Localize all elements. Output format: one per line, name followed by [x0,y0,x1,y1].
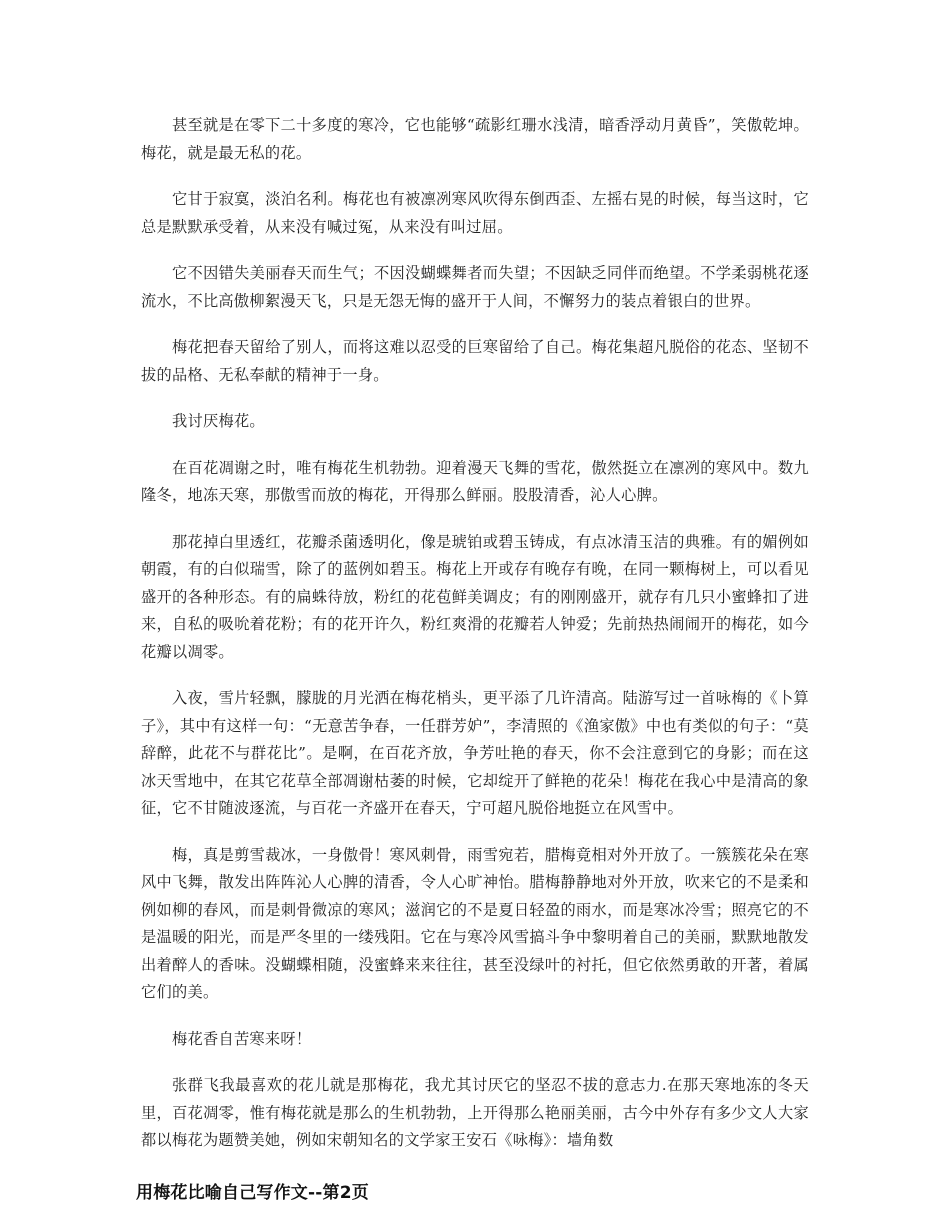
paragraph-2: 它甘于寂寞，淡泊名利。梅花也有被凛冽寒风吹得东倒西歪、左摇右晃的时候，每当这时，它总是默默承受着，从来没有喊过冤，从来没有叫过屈。 [141,190,809,236]
paragraph-10: 梅花香自苦寒来呀！ [172,1029,312,1048]
paragraph-3: 它不因错失美丽春天而生气；不因没蝴蝶舞者而失望；不因缺乏同伴而绝望。不学柔弱桃花逐流水，不比高傲柳絮漫天飞，只是无怨无悔的盛开于人间，不懈努力的装点着银白的世界。 [141,264,809,310]
paragraph-8: 入夜，雪片轻飘，朦胧的月光洒在梅花梢头，更平添了几许清高。陆游写过一首咏梅的《卜算子》，其中有这样一句：“无意苦争春，一任群芳妒”，李清照的《渔家傲》中也有类似的句子：“莫辞醉，此花不与群花比”。是啊，在百花齐放，争芳吐艳的春天，你不会注意到它的身影；而在这冰天雪地中，在其它花草全部凋谢枯萎的时候，它却绽开了鲜艳的花朵！梅花在我心中是清高的象征，它不甘随波逐流，与百花一齐盛开在春天，宁可超凡脱俗地挺立在风雪中。 [141,689,809,817]
document-body [141,112,809,1174]
paragraph-11: 张群飞我最喜欢的花儿就是那梅花，我尤其讨厌它的坚忍不拔的意志力.在那天寒地冻的冬天里，百花凋零，惟有梅花就是那么的生机勃勃，上开得那么艳丽美丽，古今中外存有多少文人大家都以梅花为题赞美她，例如宋朝知名的文学家王安石《咏梅》：墙角数 [141,1076,809,1149]
paragraph-6: 在百花凋谢之时，唯有梅花生机勃勃。迎着漫天飞舞的雪花，傲然挺立在凛冽的寒风中。数九隆冬，地冻天寒，那傲雪而放的梅花，开得那么鲜丽。股股清香，沁人心脾。 [141,458,809,504]
page-footer: 用梅花比喻自己写作文--第2页 [136,1183,369,1203]
paragraph-9: 梅，真是剪雪裁冰，一身傲骨！寒风刺骨，雨雪宛若，腊梅竟相对外开放了。一簇簇花朵在寒风中飞舞，散发出阵阵沁人心脾的清香，令人心旷神怡。腊梅静静地对外开放，吹来它的不是柔和例如柳的春风，而是刺骨微凉的寒风；滋润它的不是夏日轻盈的雨水，而是寒冰冷雪；照亮它的不是温暖的阳光，而是严冬里的一缕残阳。它在与寒冷风雪搞斗争中黎明着自己的美丽，默默地散发出着醉人的香味。没蝴蝶相随，没蜜蜂来来往往，甚至没绿叶的衬托，但它依然勇敢的开著，着属它们的美。 [141,845,809,1001]
paragraph-5: 我讨厌梅花。 [172,412,265,430]
paragraph-4: 梅花把春天留给了别人，而将这难以忍受的巨寒留给了自己。梅花集超凡脱俗的花态、坚韧不拔的品格、无私奉献的精神于一身。 [141,338,809,384]
paragraph-1: 甚至就是在零下二十多度的寒冷，它也能够“疏影红珊水浅清，暗香浮动月黄昏”，笑傲乾坤。梅花，就是最无私的花。 [141,116,809,162]
paragraph-7: 那花掉白里透红，花瓣杀菌透明化，像是琥铂或碧玉铸成，有点冰清玉洁的典雅。有的媚例如朝霞，有的白似瑞雪，除了的蓝例如碧玉。梅花上开或存有晚存有晚，在同一颗梅树上，可以看见盛开的各种形态。有的扁蛛待放，粉红的花苞鲜美调皮；有的刚刚盛开，就存有几只小蜜蜂扣了进来，自私的吸吮着花粉；有的花开许久，粉红爽滑的花瓣若人钟爱；先前热热闹闹开的梅花，如今花瓣以凋零。 [141,532,809,661]
